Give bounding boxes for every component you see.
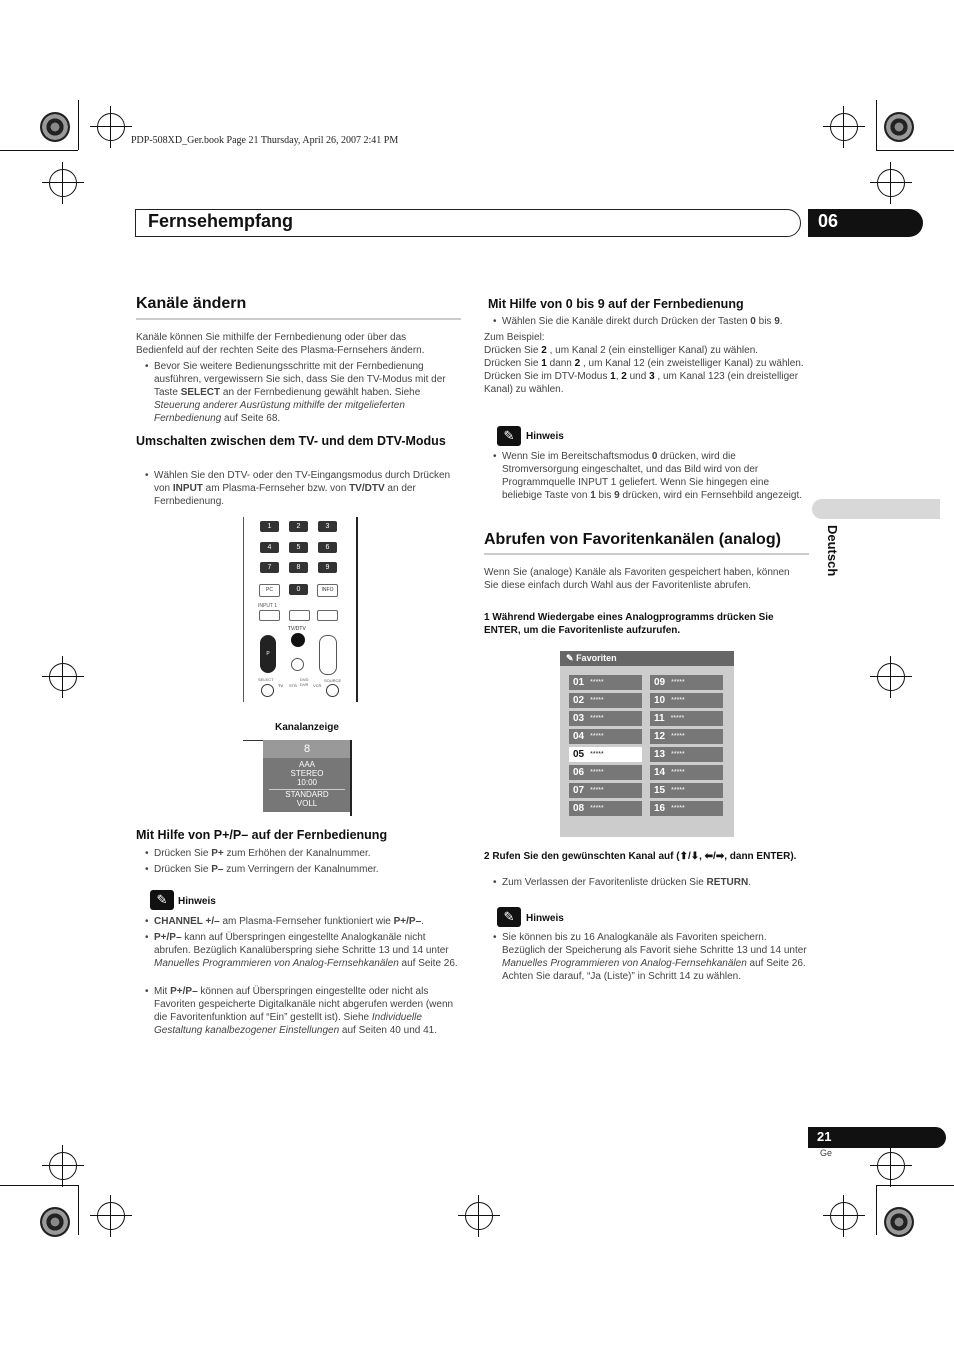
crop-mark [0, 1185, 78, 1186]
clock: 10:00 [296, 778, 318, 787]
crop-mark [876, 100, 877, 150]
favorites-title: Favoriten [576, 653, 617, 663]
remote-key-2: 2 [289, 521, 308, 532]
heading-rule [136, 318, 461, 320]
list-item: • Drücken Sie P– zum Verringern der Kanalnummer. [154, 863, 459, 876]
favorite-channel-04[interactable]: 04 ***** [569, 729, 642, 744]
remote-key-screen [317, 610, 338, 621]
subheading: Umschalten zwischen dem TV- und dem DTV-Modus [136, 434, 446, 448]
remote-p-rocker: P [260, 635, 276, 673]
example-line: Drücken Sie 2 , um Kanal 2 (ein einstelliger Kanal) zu wählen. [484, 345, 759, 356]
favorites-list-illustration [560, 651, 734, 837]
favorite-channel-12[interactable]: 12 ***** [650, 729, 723, 744]
remote-power-icon [326, 684, 339, 697]
registration-mark [830, 1202, 858, 1230]
divider [350, 740, 352, 816]
remote-illustration [243, 517, 358, 702]
example-line: Drücken Sie im DTV-Modus 1, 2 und 3 , um Kanal 123 (ein dreistelliger Kanal) zu wählen. [484, 371, 799, 395]
registration-mark [830, 113, 858, 141]
channel-display-label: Kanalanzeige [275, 722, 339, 733]
registration-rosette [884, 1207, 914, 1237]
crop-mark [0, 150, 78, 151]
section-heading: Kanäle ändern [136, 295, 247, 312]
remote-key-3: 3 [318, 521, 337, 532]
remote-key-pc: PC [259, 584, 280, 597]
page-number: 21 [817, 1129, 832, 1144]
remote-key-8: 8 [289, 562, 308, 573]
list-item: • Bevor Sie weitere Bedienungsschritte mit der Fernbedienung ausführen, vergewissern Sie sich, dass Sie den TV-Modus mit der Taste SELECT an der Fernbedienung gewählt haben. Siehe Steuerung anderer Ausrüstung mithilfe der mitgelieferten Fernbedienung auf Seite 68. [154, 360, 459, 425]
list-item: • Sie können bis zu 16 Analogkanäle als Favoriten speichern. Bezüglich der Speicherung als Favorit siehe Schritte 13 und 14 unter Manuelles Programmieren von Analog-Fernsehkanälen auf Seite 26. Achten Sie darauf, “Ja (Liste)” in Schritt 14 zu wählen. [502, 931, 812, 983]
note-label: Hinweis [526, 913, 564, 924]
list-item: • Wenn Sie im Bereitschaftsmodus 0 drücken, wird die Stromversorgung eingeschaltet, und das Bild wird von der Programmquelle INPUT 1 geliefert. Wenn Sie hingegen eine beliebige Taste von 1 bis 9 drücken, wird ein Fernsehbild angezeigt. [502, 450, 807, 502]
intro-text: Wenn Sie (analoge) Kanäle als Favoriten gespeichert haben, können Sie diese einfach durch Wahl aus der Favoritenliste abrufen. [484, 567, 790, 591]
registration-mark [465, 1202, 493, 1230]
step-2: 2 Rufen Sie den gewünschten Kanal auf (⬆/⬇, ⬅/➡, dann ENTER). [484, 851, 797, 862]
list-item: • Drücken Sie P+ zum Erhöhen der Kanalnummer. [154, 847, 459, 860]
crop-mark [876, 1185, 954, 1186]
note-label: Hinweis [178, 896, 216, 907]
remote-key-picture [289, 610, 310, 621]
channel-info [263, 758, 351, 812]
subheading: Mit Hilfe von P+/P– auf der Fernbedienung [136, 828, 388, 842]
remote-select-label: SELECT [258, 677, 274, 682]
page-title: Fernsehempfang [148, 211, 294, 231]
list-item: • CHANNEL +/– am Plasma-Fernseher funktioniert wie P+/P–. [154, 915, 459, 928]
favorite-channel-01[interactable]: 01 ***** [569, 675, 642, 690]
remote-key-0: 0 [289, 584, 308, 595]
picture-mode: STANDARD [269, 789, 345, 799]
registration-rosette [40, 112, 70, 142]
file-header: PDP-508XD_Ger.book Page 21 Thursday, April 26, 2007 2:41 PM [131, 135, 399, 146]
example-line: Drücken Sie 1 dann 2 , um Kanal 12 (ein zweistelliger Kanal) zu wählen. [484, 358, 804, 369]
section-heading: Abrufen von Favoritenkanälen (analog) [484, 531, 781, 548]
remote-key-5: 5 [289, 542, 308, 553]
remote-key-6: 6 [318, 542, 337, 553]
registration-mark [49, 1152, 77, 1180]
registration-mark [877, 1152, 905, 1180]
favorites-header [560, 651, 734, 666]
favorite-channel-07[interactable]: 07 ***** [569, 783, 642, 798]
crop-mark [876, 1185, 877, 1235]
list-item: • P+/P– kann auf Überspringen eingestellte Analogkanäle nicht abrufen. Bezüglich Kanalüberspring siehe Schritte 13 und 14 unter Manuelles Programmieren von Analog-Fernsehkanälen auf Seite 26. [154, 931, 459, 970]
list-item: • Mit P+/P– können auf Überspringen eingestellte oder nicht als Favoriten gespeicherte Digitalkanäle nicht abgerufen werden (wenn die Favoritenfunktion auf “Ein” gestellt ist). Siehe Individuelle Gestaltung kanalbezogener Einstellungen auf Seiten 40 und 41. [154, 985, 459, 1037]
remote-key-4: 4 [260, 542, 279, 553]
list-item: • Wählen Sie den DTV- oder den TV-Eingangsmodus durch Drücken von INPUT am Plasma-Fernseher bzw. von TV/DTV an der Fernbedienung. [154, 469, 459, 508]
favorite-channel-05[interactable]: 05 ***** [569, 747, 642, 762]
crop-mark [876, 150, 954, 151]
favorite-channel-10[interactable]: 10 ***** [650, 693, 723, 708]
remote-key-9: 9 [318, 562, 337, 573]
favorite-channel-08[interactable]: 08 ***** [569, 801, 642, 816]
favorite-channel-09[interactable]: 09 ***** [650, 675, 723, 690]
favorite-channel-15[interactable]: 15 ***** [650, 783, 723, 798]
favorite-channel-13[interactable]: 13 ***** [650, 747, 723, 762]
step-1: 1 Während Wiedergabe eines Analogprogramms drücken Sie ENTER, um die Favoritenliste aufzurufen. [484, 612, 774, 636]
remote-tvdtv-label: TV/DTV [288, 626, 306, 632]
remote-mute-button [291, 658, 304, 671]
list-item: • Zum Verlassen der Favoritenliste drücken Sie RETURN. [502, 876, 807, 889]
heading-rule [484, 553, 809, 555]
registration-rosette [40, 1207, 70, 1237]
crop-mark [78, 1185, 79, 1235]
favorite-channel-11[interactable]: 11 ***** [650, 711, 723, 726]
screen-size: VOLL [296, 799, 318, 808]
registration-mark [877, 663, 905, 691]
note-icon: ✎ [497, 426, 521, 446]
favorite-channel-03[interactable]: 03 ***** [569, 711, 642, 726]
intro-text: Kanäle können Sie mithilfe der Fernbedienung oder über das Bedienfeld auf der rechten Seite des Plasma-Fernsehers ändern. [136, 332, 425, 356]
remote-input-label: INPUT 1 [258, 603, 278, 609]
chapter-number: 06 [818, 211, 839, 231]
note-icon: ✎ [150, 890, 174, 910]
subheading: Mit Hilfe von 0 bis 9 auf der Fernbedienung [488, 297, 744, 311]
list-item: • Wählen Sie die Kanäle direkt durch Drücken der Tasten 0 bis 9. [502, 315, 812, 328]
remote-vcr-label: VCR [313, 683, 322, 688]
registration-mark [877, 169, 905, 197]
remote-tvdtv-button [291, 633, 305, 647]
favorite-channel-02[interactable]: 02 ***** [569, 693, 642, 708]
remote-dvd-label: DVD DVR [300, 677, 309, 687]
registration-rosette [884, 112, 914, 142]
registration-mark [97, 1202, 125, 1230]
remote-key-7: 7 [260, 562, 279, 573]
example-text [484, 331, 804, 396]
example-heading: Zum Beispiel: [484, 332, 545, 343]
remote-tv-label: TV [278, 683, 284, 688]
language-label: Deutsch [825, 525, 840, 577]
registration-mark [97, 113, 125, 141]
page-language-code: Ge [820, 1148, 833, 1158]
remote-volume-rocker [319, 635, 337, 675]
note-label: Hinweis [526, 431, 564, 442]
remote-key-1: 1 [260, 521, 279, 532]
channel-number: 8 [263, 740, 351, 758]
favorite-channel-16[interactable]: 16 ***** [650, 801, 723, 816]
remote-source-label: SOURCE [324, 678, 342, 683]
note-icon: ✎ [497, 907, 521, 927]
remote-stb-label: STB [289, 683, 297, 688]
remote-key-info: INFO [317, 584, 338, 597]
channel-name: AAA [298, 760, 315, 769]
remote-select-button [261, 684, 274, 697]
favorite-channel-06[interactable]: 06 ***** [569, 765, 642, 780]
crop-mark [78, 100, 79, 150]
registration-mark [49, 169, 77, 197]
language-tab [812, 499, 940, 519]
remote-key-input [259, 610, 280, 621]
registration-mark [49, 663, 77, 691]
audio-mode: STEREO [290, 769, 324, 778]
pencil-icon: ✎ [566, 653, 574, 663]
channel-display-illustration [243, 740, 351, 814]
favorite-channel-14[interactable]: 14 ***** [650, 765, 723, 780]
